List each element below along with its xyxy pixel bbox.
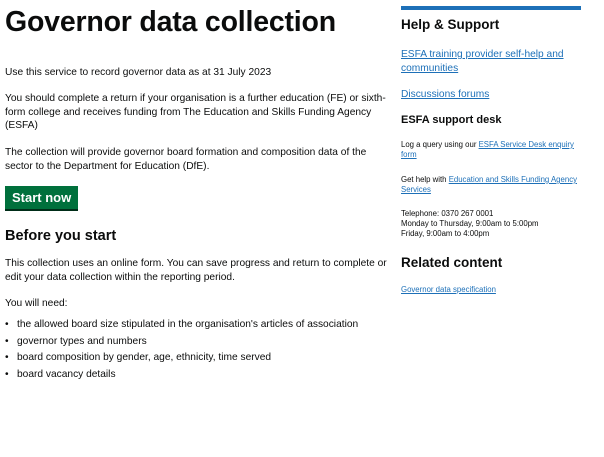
before-you-start-heading: Before you start: [5, 228, 117, 244]
sidebar-accent-bar: [401, 6, 581, 10]
list-item: • the allowed board size stipulated in the organisation's articles of association: [5, 319, 359, 330]
requirements-list: [5, 318, 365, 384]
esfa-services-link[interactable]: Education and Skills Funding Agency Services: [401, 175, 577, 194]
support-desk-heading: ESFA support desk: [401, 114, 502, 126]
contact-details: [401, 209, 583, 239]
training-self-help-link[interactable]: ESFA training provider self-help and communities: [401, 49, 564, 74]
you-will-need-text: You will need:: [5, 298, 68, 309]
intro-text: Use this service to record governor data as at 31 July 2023: [5, 67, 272, 78]
bullet-icon: •: [5, 352, 9, 363]
bullet-icon: •: [5, 368, 9, 380]
telephone-text: Telephone: 0370 267 0001: [401, 209, 494, 218]
bullet-icon: •: [5, 319, 9, 330]
bullet-icon: •: [5, 335, 9, 347]
related-content-heading: Related content: [401, 255, 503, 270]
online-form-text: This collection uses an online form. You can save progress and return to complete or edit your data collection within the reporting period.: [5, 258, 387, 283]
start-now-button[interactable]: Start now: [5, 186, 78, 209]
page-title: Governor data collection: [5, 6, 336, 38]
governor-data-specification-link[interactable]: Governor data specification: [401, 285, 496, 294]
discussion-forums-link[interactable]: Discussions forums: [401, 89, 490, 100]
help-support-heading: Help & Support: [401, 17, 500, 32]
friday-hours-text: Friday, 9:00am to 4:00pm: [401, 229, 490, 238]
weekday-hours-text: Monday to Thursday, 9:00am to 5:00pm: [401, 219, 539, 228]
list-item: • governor types and numbers: [5, 335, 147, 347]
log-query-text: Log a query using our ESFA Service Desk enquiry form: [401, 140, 574, 159]
get-help-text: Get help with Education and Skills Funding Agency Services: [401, 175, 577, 194]
collection-purpose-text: The collection will provide governor board formation and composition data of the sector to the Department for Education (DfE).: [5, 147, 367, 172]
return-eligibility-text: You should complete a return if your organisation is a further education (FE) or sixth-form college and receives funding from The Education and Skills Funding Agency (ESFA): [5, 93, 386, 131]
service-desk-enquiry-link[interactable]: ESFA Service Desk enquiry form: [401, 140, 574, 159]
list-item: • board composition by gender, age, ethnicity, time served: [5, 352, 272, 363]
list-item: • board vacancy details: [5, 368, 116, 380]
